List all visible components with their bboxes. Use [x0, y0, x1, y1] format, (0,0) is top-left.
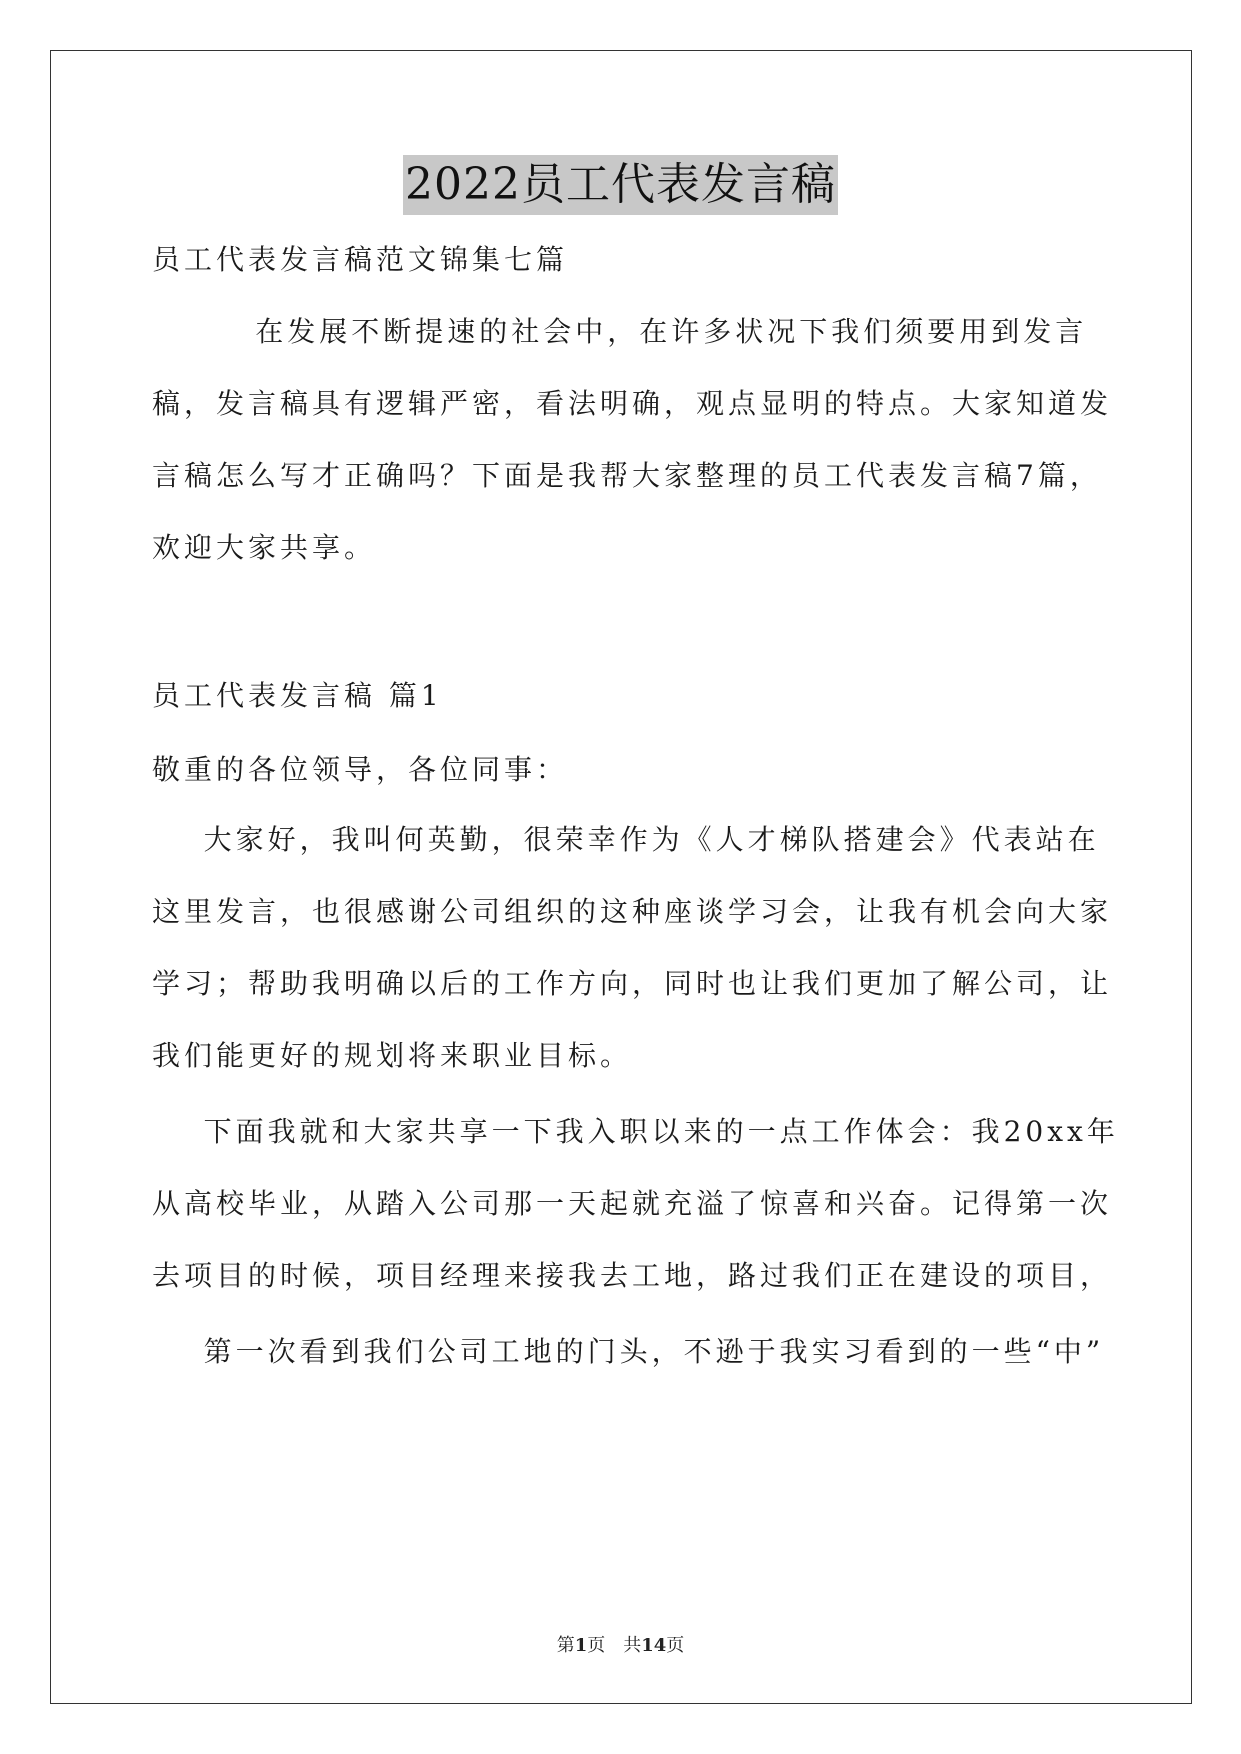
- footer-prefix: 第: [556, 1635, 575, 1656]
- paragraph-line: 第一次看到我们公司工地的门头，不逊于我实习看到的一些“中”: [152, 1335, 1105, 1368]
- page-footer: [0, 1634, 1241, 1658]
- paragraph-line: 去项目的时候，项目经理来接我去工地，路过我们正在建设的项目，: [152, 1259, 1113, 1292]
- page-border: [50, 50, 1192, 1704]
- footer-mid: 页 共: [587, 1635, 642, 1656]
- paragraph-line: 言稿怎么写才正确吗？下面是我帮大家整理的员工代表发言稿7篇，: [152, 459, 1102, 492]
- paragraph-line: 这里发言，也很感谢公司组织的这种座谈学习会，让我有机会向大家: [152, 895, 1113, 928]
- paragraph-line: 学习；帮助我明确以后的工作方向，同时也让我们更加了解公司，让: [152, 967, 1113, 1000]
- paragraph-line: 我们能更好的规划将来职业目标。: [152, 1039, 633, 1072]
- document-title: 2022员工代表发言稿: [403, 155, 838, 215]
- title-wrap: [0, 155, 1241, 215]
- footer-page-total: 14: [641, 1635, 667, 1656]
- paragraph-line: 大家好，我叫何英勤，很荣幸作为《人才梯队搭建会》代表站在: [152, 823, 1100, 856]
- footer-suffix: 页: [666, 1635, 685, 1656]
- subtitle-line: 员工代表发言稿范文锦集七篇: [152, 243, 569, 276]
- paragraph-line: 在发展不断提速的社会中，在许多状况下我们须要用到发言: [152, 315, 1088, 348]
- salutation-line: 敬重的各位领导，各位同事：: [152, 753, 569, 786]
- paragraph-line: 稿，发言稿具有逻辑严密，看法明确，观点显明的特点。大家知道发: [152, 387, 1113, 420]
- paragraph-line: 下面我就和大家共享一下我入职以来的一点工作体会：我20xx年: [152, 1115, 1119, 1148]
- paragraph-line: 从高校毕业，从踏入公司那一天起就充溢了惊喜和兴奋。记得第一次: [152, 1187, 1113, 1220]
- paragraph-line: 欢迎大家共享。: [152, 531, 377, 564]
- footer-page-number: 1: [574, 1635, 588, 1656]
- section-heading: 员工代表发言稿 篇1: [152, 679, 443, 712]
